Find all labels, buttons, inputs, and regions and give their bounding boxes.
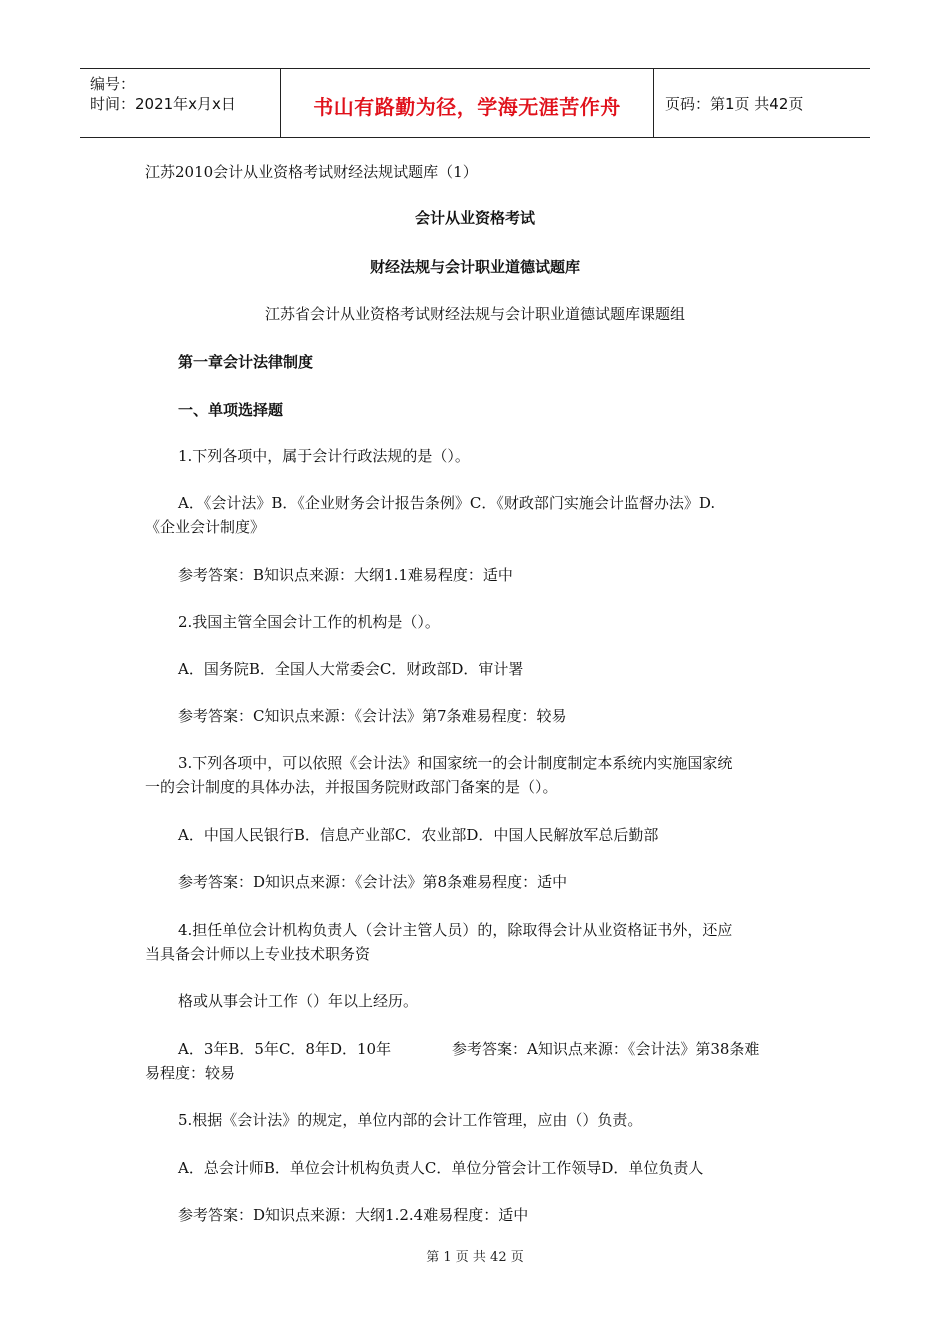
question-3-options: A．中国人民银行B．信息产业部C．农业部D．中国人民解放军总后勤部: [178, 826, 659, 844]
header-date-label: 时间：2021年x月x日: [90, 95, 236, 113]
page-header: [80, 68, 870, 138]
header-motto-cell: [280, 69, 654, 137]
question-2-answer: 参考答案：C知识点来源：《会计法》第7条难易程度：较易: [178, 707, 567, 725]
question-3-cont: 一的会计制度的具体办法，并报国务院财政部门备案的是（）。: [145, 778, 558, 796]
question-3: 3.下列各项中，可以依照《会计法》和国家统一的会计制度制定本系统内实施国家统: [178, 754, 733, 772]
question-4-cont-2: 格或从事会计工作（）年以上经历。: [178, 992, 419, 1010]
header-meta-cell: [80, 69, 280, 137]
question-4: 4.担任单位会计机构负责人（会计主管人员）的，除取得会计从业资格证书外，还应: [178, 921, 733, 939]
document-title-1: 会计从业资格考试: [414, 209, 535, 227]
document-title-2: 财经法规与会计职业道德试题库: [369, 258, 580, 276]
question-3-answer: 参考答案：D知识点来源：《会计法》第8条难易程度：适中: [178, 873, 568, 891]
header-page-info: 页码：第1页 共42页: [665, 95, 804, 113]
question-5: 5.根据《会计法》的规定，单位内部的会计工作管理，应由（）负责。: [178, 1111, 643, 1129]
question-1-options: A．《会计法》B．《企业财务会计报告条例》C．《财政部门实施会计监督办法》D.: [178, 494, 716, 512]
question-2-options: A．国务院B．全国人大常委会C．财政部D．审计署: [178, 660, 524, 678]
question-1-options-cont: 《企业会计制度》: [145, 518, 266, 536]
document-heading: 江苏2010会计从业资格考试财经法规试题库（1）: [145, 163, 478, 181]
question-5-answer: 参考答案：D知识点来源：大纲1.2.4难易程度：适中: [178, 1206, 529, 1224]
question-4-answer-cont: 易程度：较易: [145, 1064, 236, 1082]
question-5-options: A．总会计师B．单位会计机构负责人C．单位分管会计工作领导D．单位负责人: [178, 1159, 704, 1177]
page-footer: 第 1 页 共 42 页: [426, 1250, 524, 1265]
question-1-answer: 参考答案：B知识点来源：大纲1.1难易程度：适中: [178, 566, 513, 584]
chapter-title: 第一章会计法律制度: [178, 353, 314, 371]
header-page-cell: [653, 69, 870, 137]
question-1: 1.下列各项中，属于会计行政法规的是（）。: [178, 447, 470, 465]
header-number-label: 编号：: [90, 75, 136, 93]
question-4-answer: 参考答案：A知识点来源：《会计法》第38条难: [452, 1040, 760, 1058]
question-2: 2.我国主管全国会计工作的机构是（）。: [178, 613, 440, 631]
header-motto: 书山有路勤为径，学海无涯苦作舟: [313, 95, 621, 119]
section-title: 一、单项选择题: [178, 401, 284, 419]
document-group: 江苏省会计从业资格考试财经法规与会计职业道德试题库课题组: [264, 305, 685, 323]
question-4-options: A．3年B．5年C．8年D．10年: [178, 1040, 392, 1058]
question-4-cont: 当具备会计师以上专业技术职务资: [145, 945, 371, 963]
